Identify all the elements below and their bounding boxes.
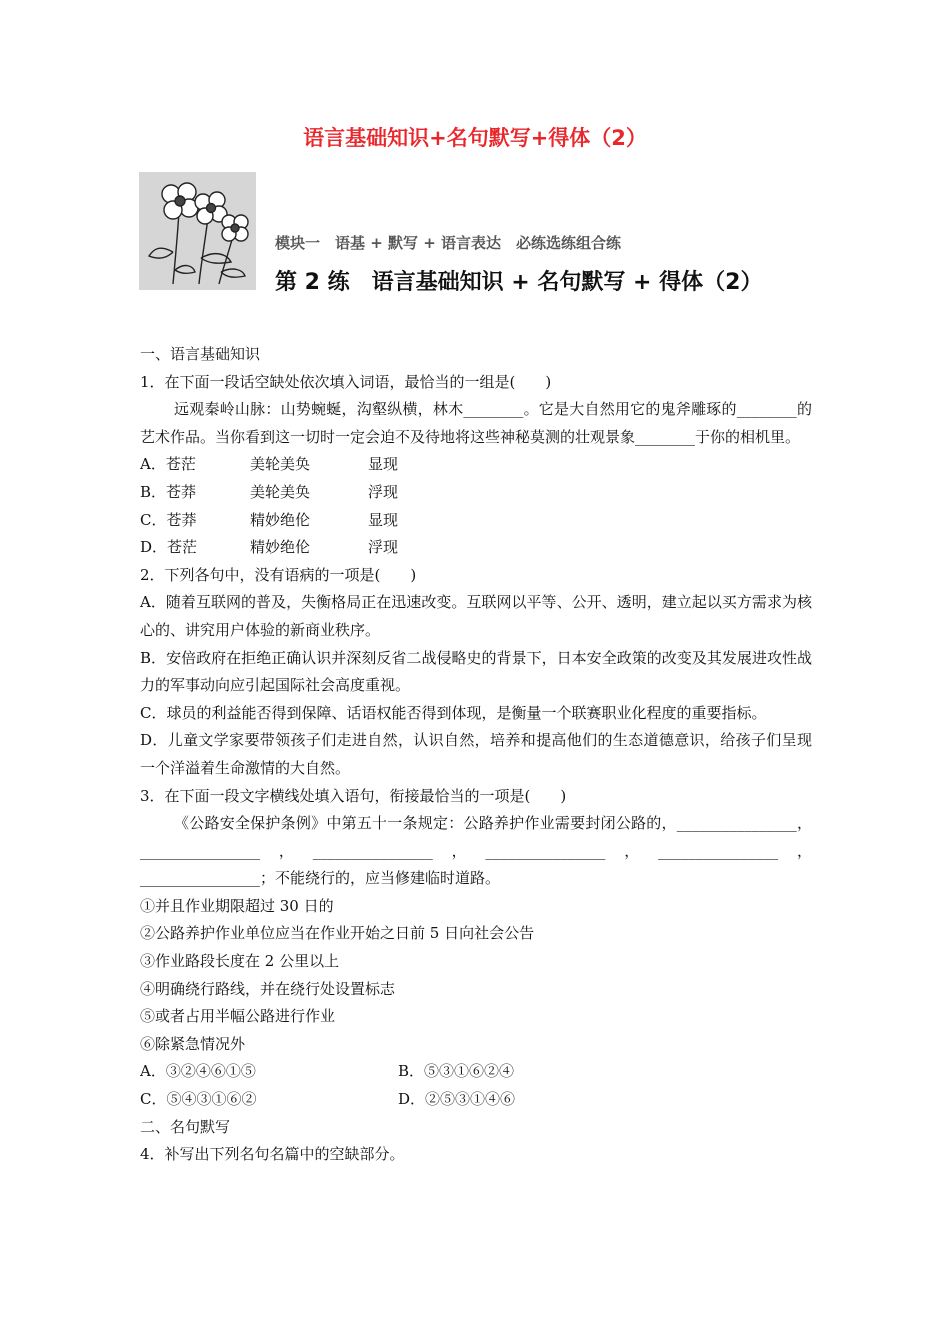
section-heading-2: 二、名句默写 xyxy=(140,1117,231,1136)
question-3-item-5: ⑤或者占用半幅公路进行作业 xyxy=(140,1007,336,1026)
question-3-option-b: B．⑤③①⑥②④ xyxy=(398,1062,515,1081)
question-1-option-c: C．苍莽 精妙绝伦 显现 xyxy=(140,510,399,529)
section-heading-1: 一、语言基础知识 xyxy=(140,345,261,363)
question-1-option-b: B．苍莽 美轮美奂 浮现 xyxy=(140,482,399,501)
question-3-item-2: ②公路养护作业单位应当在作业开始之日前 5 日向社会公告 xyxy=(140,924,535,943)
question-1-option-d: D．苍茫 精妙绝伦 浮现 xyxy=(140,538,399,557)
question-3-option-c: C．⑤④③①⑥② xyxy=(140,1090,257,1109)
question-3-option-a: A．③②④⑥①⑤ xyxy=(140,1062,256,1081)
question-2-stem: 2．下列各句中，没有语病的一项是( ) xyxy=(140,565,417,584)
question-3-passage: 《公路安全保护条例》中第五十一条规定：公路养护作业需要封闭公路的，________________，________________，________________，________________，________________，________________；不能绕行的，应当修建临时道路。 xyxy=(140,814,812,888)
document-title: 语言基础知识+名句默写+得体（2） xyxy=(303,126,647,150)
flower-illustration xyxy=(139,172,256,290)
question-2-option-d: D．儿童文学家要带领孩子们走进自然，认识自然，培养和提高他们的生态道德意识，给孩子们呈现一个洋溢着生命激情的大自然。 xyxy=(140,731,812,777)
lesson-heading: 第 2 练 语言基础知识 + 名句默写 + 得体（2） xyxy=(275,270,763,295)
question-1-stem: 1．在下面一段话空缺处依次填入词语，最恰当的一组是( ) xyxy=(140,372,552,391)
question-2-option-a: A．随着互联网的普及，失衡格局正在迅速改变。互联网以平等、公开、透明，建立起以买方需求为核心的、讲究用户体验的新商业秩序。 xyxy=(140,593,812,639)
question-3-options-row-2 xyxy=(140,1086,812,1114)
question-1-option-a: A．苍茫 美轮美奂 显现 xyxy=(140,455,399,474)
question-3-options-row-1 xyxy=(140,1058,812,1086)
question-4-stem: 4．补写出下列名句名篇中的空缺部分。 xyxy=(140,1145,405,1164)
question-2-option-c: C．球员的利益能否得到保障、话语权能否得到体现，是衡量一个联赛职业化程度的重要指标。 xyxy=(140,703,767,722)
question-3-item-4: ④明确绕行路线，并在绕行处设置标志 xyxy=(140,979,396,998)
question-3-item-1: ①并且作业期限超过 30 日的 xyxy=(140,896,334,915)
module-subheading: 模块一 语基 + 默写 + 语言表达 必练选练组合练 xyxy=(275,234,622,252)
question-3-item-3: ③作业路段长度在 2 公里以上 xyxy=(140,952,340,971)
question-3-stem: 3．在下面一段文字横线处填入语句，衔接最恰当的一项是( ) xyxy=(140,786,567,805)
question-3-option-d: D．②⑤③①④⑥ xyxy=(398,1090,516,1109)
question-2-option-b: B．安倍政府在拒绝正确认识并深刻反省二战侵略史的背景下，日本安全政策的改变及其发展进攻性战力的军事动向应引起国际社会高度重视。 xyxy=(140,648,812,695)
exercise-content xyxy=(140,341,812,1169)
question-1-passage: 远观秦岭山脉：山势蜿蜒，沟壑纵横，林木________。它是大自然用它的鬼斧雕琢的________的艺术作品。当你看到这一切时一定会迫不及待地将这些神秘莫测的壮观景象________于你的相机里。 xyxy=(140,400,812,446)
question-3-item-6: ⑥除紧急情况外 xyxy=(140,1034,246,1053)
